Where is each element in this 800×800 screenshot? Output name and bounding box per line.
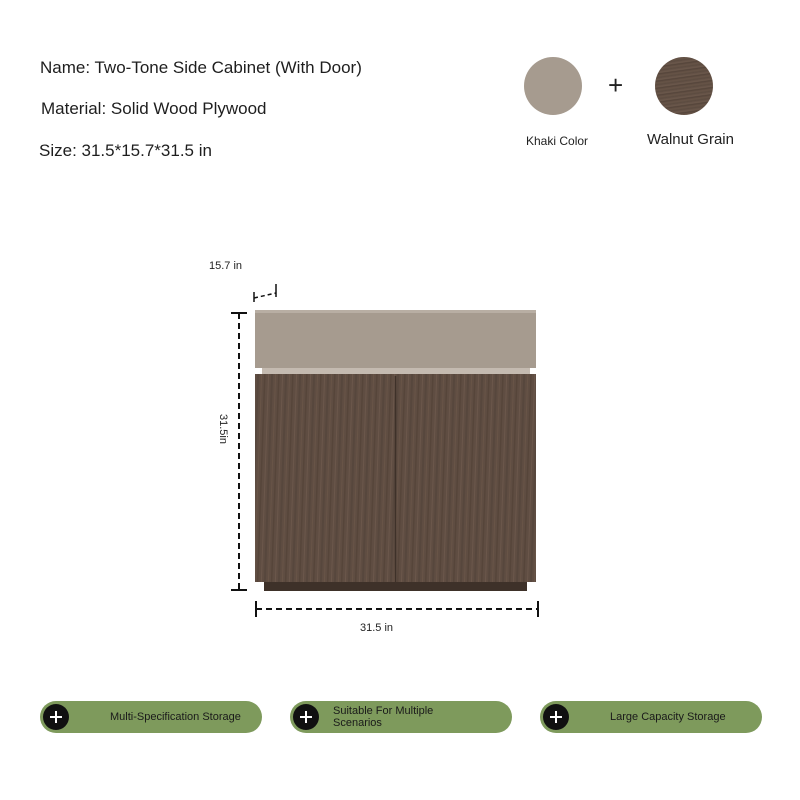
feature-badge-label: Multi-Specification Storage	[110, 711, 241, 723]
walnut-grain-swatch	[655, 57, 713, 115]
feature-badge-multiple-scenarios	[290, 701, 512, 733]
width-dimension-label: 31.5 in	[360, 622, 394, 634]
cabinet-illustration	[0, 240, 800, 660]
feature-badge-label: Large Capacity Storage	[610, 711, 726, 723]
feature-badge-multi-specification	[40, 701, 262, 733]
cabinet-top	[255, 310, 536, 368]
khaki-color-swatch	[524, 57, 582, 115]
product-material: Material: Solid Wood Plywood	[41, 99, 267, 118]
feature-badge-label: Suitable For Multiple Scenarios	[333, 705, 434, 729]
walnut-grain-label: Walnut Grain	[647, 131, 734, 148]
feature-badge-large-capacity	[540, 701, 762, 733]
depth-dimension-line	[254, 293, 276, 298]
plus-circle-icon	[293, 704, 319, 730]
product-name: Name: Two-Tone Side Cabinet (With Door)	[40, 58, 362, 77]
height-dimension-label: 31.5in	[217, 414, 229, 444]
plus-circle-icon	[543, 704, 569, 730]
cabinet-top-edge	[255, 310, 536, 313]
cabinet-top-shelf	[262, 368, 530, 374]
product-size: Size: 31.5*15.7*31.5 in	[39, 141, 212, 160]
cabinet-base	[264, 582, 527, 591]
depth-dimension-label: 15.7 in	[209, 260, 243, 272]
plus-icon: +	[608, 70, 624, 100]
khaki-color-label: Khaki Color	[526, 134, 589, 148]
plus-circle-icon	[43, 704, 69, 730]
